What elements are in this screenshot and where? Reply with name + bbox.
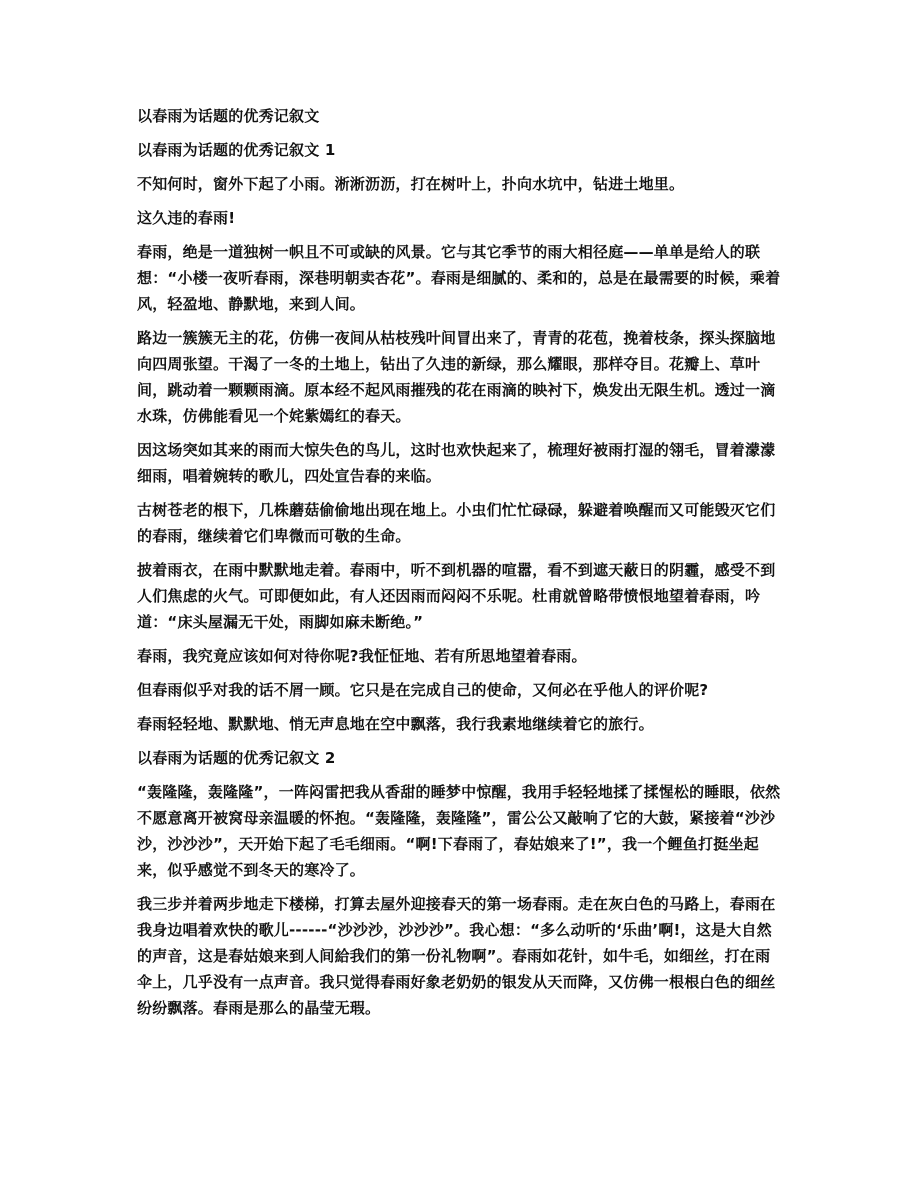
paragraph: 但春雨似乎对我的话不屑一顾。它只是在完成自己的使命，又何必在乎他人的评价呢?: [137, 681, 709, 699]
paragraph: 披着雨衣，在雨中默默地走着。春雨中，听不到机器的喧嚣，看不到遮天蔽日的阴霾，感受不到人们焦虑的火气。可即便如此，有人还因雨而闷闷不乐呢。杜甫就曾略带愤恨地望着春雨，吟道：“床头屋漏无干处，雨脚如麻未断绝。”: [137, 561, 776, 631]
section-heading-1: 以春雨为话题的优秀记叙文 1: [137, 141, 336, 159]
paragraph: “轰隆隆，轰隆隆”，一阵闷雷把我从香甜的睡梦中惊醒，我用手轻轻地揉了揉惺松的睡眼，依然不愿意离开被窝母亲温暖的怀抱。“轰隆隆，轰隆隆”，雷公公又敲响了它的大鼓，紧接着“沙沙沙，沙沙沙”，天开始下起了毛毛细雨。“啊!下春雨了，春姑娘来了!”，我一个鲤鱼打挺坐起来，似乎感觉不到冬天的寒冷了。: [137, 783, 781, 879]
paragraph: 我三步并着两步地走下楼梯，打算去屋外迎接春天的第一场春雨。走在灰白色的马路上，春雨在我身边唱着欢快的歌儿------“沙沙沙，沙沙沙”。我心想：“多么动听的‘乐曲’啊!，这是大自然的声音，这是春姑娘来到人间給我们的第一份礼物啊”。春雨如花针，如牛毛，如细丝，打在雨伞上，几乎没有一点声音。我只觉得春雨好象老奶奶的银发从天而降，又仿佛一根根白色的细丝纷纷飘落。春雨是那么的晶莹无瑕。: [137, 895, 776, 1017]
document-content: [137, 103, 785, 1021]
paragraph: 不知何时，窗外下起了小雨。淅淅沥沥，打在树叶上，扑向水坑中，钻进土地里。: [137, 175, 685, 193]
paragraph: 路边一簇簇无主的花，仿佛一夜间从枯枝残叶间冒出来了，青青的花苞，挽着枝条，探头探脑地向四周张望。干渴了一冬的土地上，钻出了久违的新绿，那么耀眼，那样夺目。花瓣上、草叶间，跳动着一颗颗雨滴。原本经不起风雨摧残的花在雨滴的映衬下，焕发出无限生机。透过一滴水珠，仿佛能看见一个姹紫嫣红的春天。: [137, 329, 776, 425]
paragraph: 这久违的春雨!: [137, 209, 236, 227]
paragraph: 春雨轻轻地、默默地、悄无声息地在空中飘落，我行我素地继续着它的旅行。: [137, 715, 654, 733]
document-title: 以春雨为话题的优秀记叙文: [137, 107, 320, 125]
section-heading-2: 以春雨为话题的优秀记叙文 2: [137, 749, 336, 767]
paragraph: 古树苍老的根下，几株蘑菇偷偷地出现在地上。小虫们忙忙碌碌，躲避着唤醒而又可能毁灭它们的春雨，继续着它们卑微而可敬的生命。: [137, 501, 776, 545]
paragraph: 因这场突如其来的雨而大惊失色的鸟儿，这时也欢快起来了，梳理好被雨打湿的翎毛，冒着濛濛细雨，唱着婉转的歌儿，四处宣告春的来临。: [137, 441, 776, 485]
paragraph: 春雨，绝是一道独树一帜且不可或缺的风景。它与其它季节的雨大相径庭——单单是给人的联想：“小楼一夜听春雨，深巷明朝卖杏花”。春雨是细腻的、柔和的，总是在最需要的时候，乘着风，轻盈地、静默地，来到人间。: [137, 243, 781, 313]
paragraph: 春雨，我究竟应该如何对待你呢?我怔怔地、若有所思地望着春雨。: [137, 647, 587, 665]
